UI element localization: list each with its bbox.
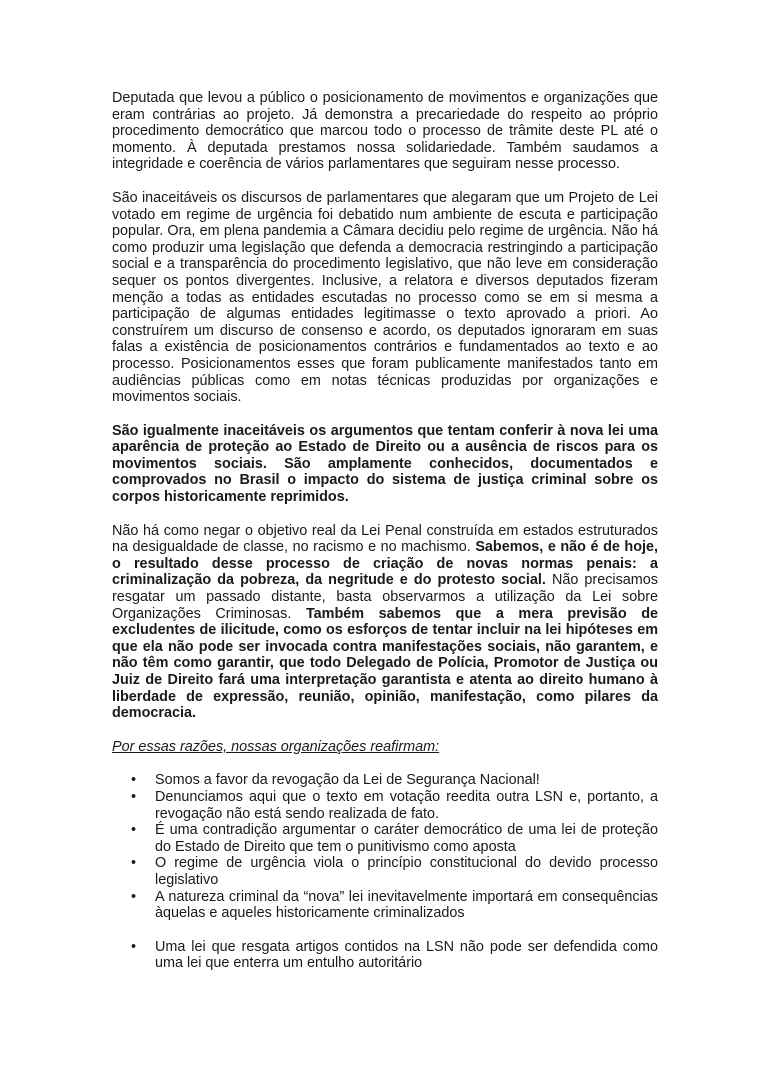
bullet-text: O regime de urgência viola o princípio constitucional do devido processo legislativo [155,855,658,888]
bullet-text: Somos a favor da revogação da Lei de Segurança Nacional! [155,772,540,789]
bullet-item [112,855,658,888]
paragraph-4-bold-1: Sabemos, e não é de hoje, o resultado desse processo de criação de novas normas penais: a criminalização da pobreza, da negritude e do protesto social. [112,539,658,589]
bullet-list [112,772,658,921]
bullet-item [112,772,658,789]
bullet-text: É uma contradição argumentar o caráter democrático de uma lei de proteção do Estado de Direito que tem o punitivismo como aposta [155,822,658,855]
bullet-icon: • [131,888,137,905]
paragraph-2: São inaceitáveis os discursos de parlamentares que alegaram que um Projeto de Lei votado em regime de urgência foi debatido num ambiente de escuta e participação popular. Ora, em plena pandemia a Câmara decidiu pelo regime de urgência. Não há como produzir uma legislação que defenda a democracia restringindo a participação social e a transparência do procedimento legislativo, que não leve em consideração sequer os pontos divergentes. Inclusive, a relatora e diversos deputados fizeram menção a todas as entidades escutadas no processo como se em si mesma a participação de algumas entidades legitimasse o texto aprovado a priori. Ao construírem um discurso de consenso e acordo, os deputados ignoraram em suas falas a existência de posicionamentos contrários e fundamentados ao texto e ao processo. Posicionamentos esses que foram publicamente manifestados tanto em audiências públicas como em notas técnicas produzidas por organizações e movimentos sociais. [112,189,658,406]
bullet-item [112,939,658,972]
conclusion-heading: Por essas razões, nossas organizações reafirmam: [112,738,440,755]
bullet-icon: • [131,938,137,955]
paragraph-4-bold-2: Também sabemos que a mera previsão de excludentes de ilicitude, como os esforços de tentar incluir na lei hipóteses em que ela não pode ser invocada contra manifestações sociais, não garantem, e não têm como garantir, que todo Delegado de Polícia, Promotor de Justiça ou Juiz de Direito fará uma interpretação garantista e atenta ao direito humano à liberdade de expressão, reunião, opinião, manifestação, como pilares da democracia. [112,605,658,722]
bullet-list-final [112,939,658,972]
bullet-item [112,822,658,855]
bullet-text: A natureza criminal da “nova” lei inevitavelmente importará em consequências àquelas e aqueles historicamente criminalizados [155,888,658,922]
paragraph-4-text-1: Não há como negar o objetivo real da Lei Penal construída em estados estruturados na desigualdade de classe, no racismo e no machismo. [112,522,658,556]
bullet-item [112,889,658,922]
paragraph-3: São igualmente inaceitáveis os argumentos que tentam conferir à nova lei uma aparência de proteção ao Estado de Direito ou a ausência de riscos para os movimentos sociais. São amplamente conhecidos, documentados e comprovados no Brasil o impacto do sistema de justiça criminal sobre os corpos historicamente reprimidos. [112,422,658,506]
bullet-text: Denunciamos aqui que o texto em votação reedita outra LSN e, portanto, a revogação não está sendo realizada de fato. [155,788,658,822]
bullet-icon: • [131,855,137,872]
bullet-item [112,789,658,822]
paragraph-4-text-2: Não precisamos resgatar um passado distante, basta observarmos a utilização da Lei sobre Organizações Criminosas. [112,572,658,622]
bullet-icon: • [131,822,137,839]
bullet-text: Uma lei que resgata artigos contidos na LSN não pode ser defendida como uma lei que enterra um entulho autoritário [155,938,658,972]
bullet-icon: • [131,772,137,789]
paragraph-1: Deputada que levou a público o posicionamento de movimentos e organizações que eram contrárias ao projeto. Já demonstra a precariedade do respeito ao próprio procedimento democrático que marcou todo o processo de trâmite deste PL até o momento. À deputada prestamos nossa solidariedade. Também saudamos a integridade e coerência de vários parlamentares que seguiram nesse processo. [112,90,658,173]
paragraph-4 [112,523,658,722]
bullet-icon: • [131,788,137,805]
